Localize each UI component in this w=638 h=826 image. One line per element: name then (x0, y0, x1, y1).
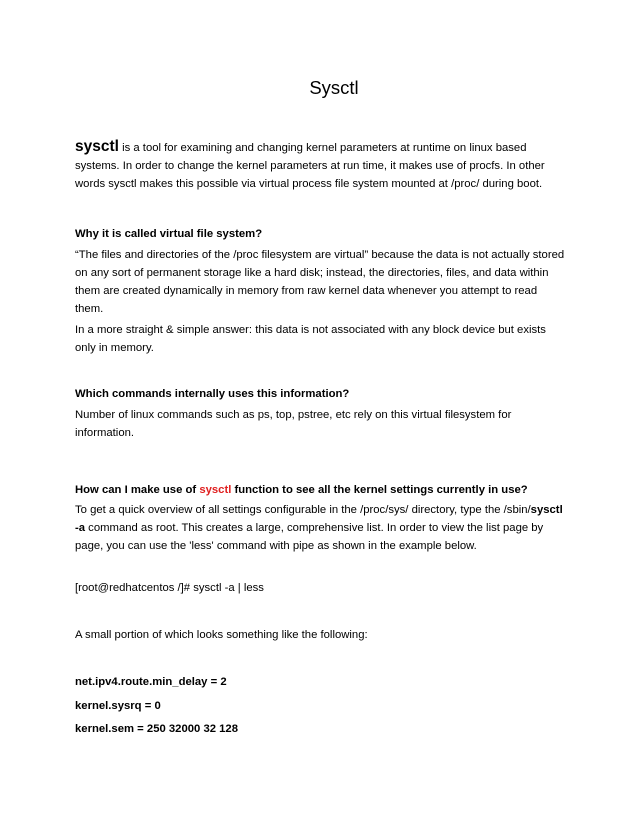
howto-body-command: sysctl -a (75, 504, 563, 534)
portion-text: A small portion of which looks something like the following: (75, 629, 368, 641)
commands-heading: Which commands internally uses this information? (75, 388, 350, 400)
commands-body: Number of linux commands such as ps, top, pstree, etc rely on this virtual filesystem for information. (75, 409, 512, 439)
howto-heading-sysctl: sysctl (199, 484, 232, 496)
howto-heading-pre: How can I make use of (75, 484, 200, 496)
page-title: Sysctl (309, 77, 359, 98)
intro-paragraph (75, 138, 565, 193)
command-example: [root@redhatcentos /]# sysctl -a | less (75, 582, 264, 594)
howto-body-pre: To get a quick overview of all settings configurable in the /proc/sys/ directory, type the /sbin/ (75, 504, 531, 516)
howto-body (75, 501, 565, 555)
howto-heading-post: function to see all the kernel settings currently in use? (231, 484, 528, 496)
virtual-fs-body: “The files and directories of the /proc filesystem are virtual” because the data is not actually stored on any sort of permanent storage like a hard disk; instead, the directories, files, and data within them are created dynamically in memory from raw kernel data whenever you attempt to read them. (75, 249, 565, 315)
setting-line-3: kernel.sem = 250 32000 32 128 (75, 723, 238, 735)
virtual-fs-heading: Why it is called virtual file system? (75, 228, 263, 240)
intro-text: is a tool for examining and changing kernel parameters at runtime on linux based systems. In order to change the kernel parameters at run time, it makes use of procfs. In other words sysctl makes this possible via virtual process file system mounted at /proc/ during boot. (75, 142, 545, 190)
setting-line-2: kernel.sysrq = 0 (75, 700, 161, 712)
howto-body-post: command as root. This creates a large, comprehensive list. In order to view the list page by page, you can use the 'less' command with pipe as shown in the example below. (75, 522, 544, 552)
setting-line-1: net.ipv4.route.min_delay = 2 (75, 676, 227, 688)
virtual-fs-answer: In a more straight & simple answer: this data is not associated with any block device but exists only in memory. (75, 324, 546, 354)
intro-term: sysctl (75, 138, 119, 155)
howto-heading (75, 481, 565, 499)
